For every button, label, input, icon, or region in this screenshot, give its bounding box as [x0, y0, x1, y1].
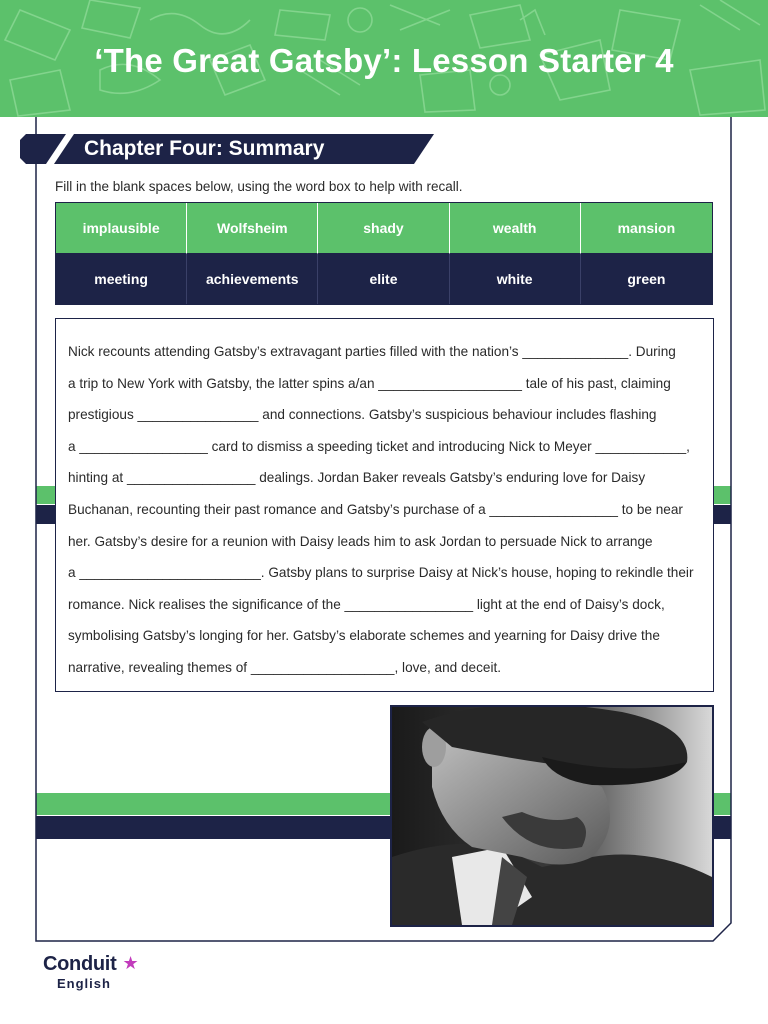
- decorative-stripe-navy: [713, 505, 731, 524]
- photo-illustration: [392, 707, 712, 925]
- word-box-cell: green: [581, 254, 712, 305]
- passage-line: symbolising Gatsby’s longing for her. Gatsby’s elaborate schemes and yearning for Daisy drive the: [68, 628, 660, 644]
- passage-line: her. Gatsby’s desire for a reunion with Daisy leads him to ask Jordan to persuade Nick to arrange: [68, 533, 653, 549]
- word-box-cell: mansion: [581, 203, 712, 254]
- section-title: Chapter Four: Summary: [84, 137, 325, 160]
- passage-line: a ________________________. Gatsby plans to surprise Daisy at Nick’s house, hoping to rekindle their: [68, 565, 694, 581]
- passage-line: Buchanan, recounting their past romance and Gatsby’s purchase of a _________________ to be near: [68, 501, 683, 517]
- word-box-cell: achievements: [187, 254, 318, 305]
- conduit-english-logo: [43, 953, 139, 991]
- word-box: [55, 202, 713, 305]
- word-box-cell: white: [450, 254, 581, 305]
- instruction-text: Fill in the blank spaces below, using the word box to help with recall.: [55, 179, 463, 194]
- man-in-flat-cap-photo: [390, 705, 714, 927]
- logo-subtitle: English: [57, 976, 111, 991]
- word-box-cell: wealth: [450, 203, 581, 254]
- word-box-cell: Wolfsheim: [187, 203, 318, 254]
- cloze-passage-box: [55, 318, 714, 692]
- passage-line: a trip to New York with Gatsby, the latter spins a/an ___________________ tale of his past, claiming: [68, 375, 671, 391]
- passage-line: narrative, revealing themes of ___________________, love, and deceit.: [68, 659, 502, 675]
- word-box-cell: shady: [318, 203, 449, 254]
- header-banner: [0, 0, 768, 117]
- passage-line: romance. Nick realises the significance of the _________________ light at the end of Daisy’s dock,: [68, 596, 665, 612]
- star-icon: ★: [122, 953, 139, 973]
- passage-line: prestigious ________________ and connections. Gatsby’s suspicious behaviour includes flashing: [68, 407, 657, 423]
- logo-name: Conduit: [43, 953, 117, 975]
- decorative-stripe-green: [713, 793, 731, 815]
- passage-line: hinting at _________________ dealings. Jordan Baker reveals Gatsby’s enduring love for Daisy: [68, 470, 646, 486]
- decorative-stripe-green: [713, 486, 731, 504]
- decorative-stripe-navy: [713, 816, 731, 839]
- word-box-cell: implausible: [56, 203, 187, 254]
- word-box-cell: meeting: [56, 254, 187, 305]
- cloze-passage: [68, 336, 701, 684]
- word-box-cell: elite: [318, 254, 449, 305]
- page-title: ‘The Great Gatsby’: Lesson Starter 4: [94, 42, 674, 79]
- passage-line: a _________________ card to dismiss a speeding ticket and introducing Nick to Meyer ____________,: [68, 438, 690, 454]
- passage-line: Nick recounts attending Gatsby’s extravagant parties filled with the nation’s ______________. During: [68, 344, 676, 359]
